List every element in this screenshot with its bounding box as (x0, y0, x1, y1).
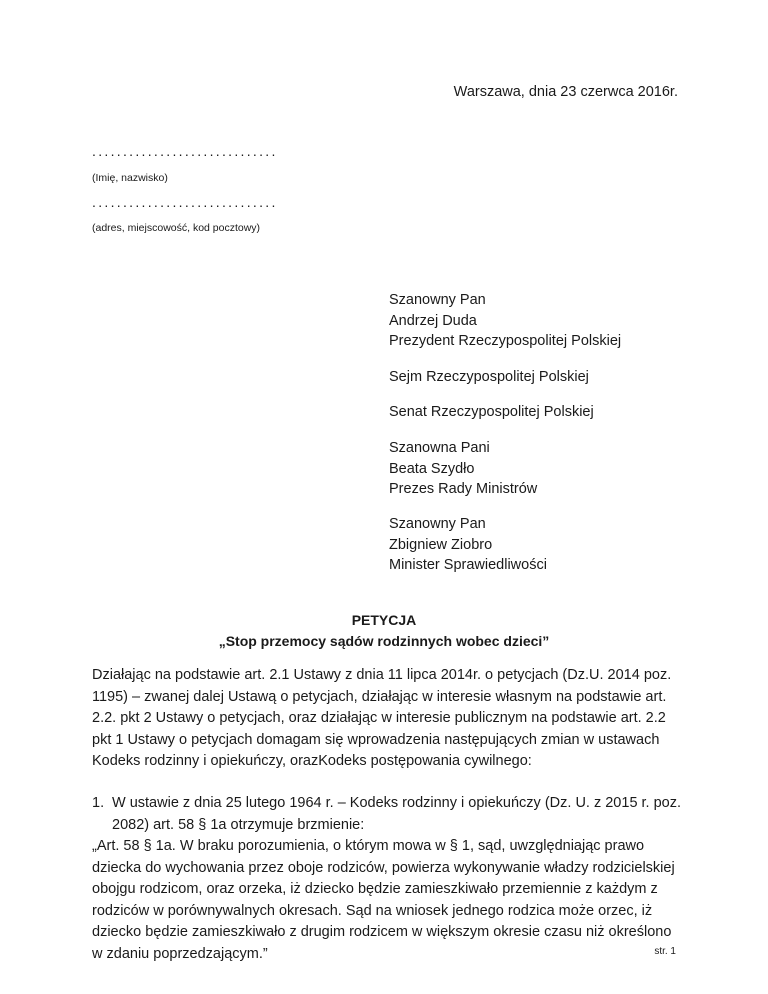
recipient-name: Andrzej Duda (389, 312, 477, 329)
intro-paragraph: Działając na podstawie art. 2.1 Ustawy z dnia 11 lipca 2014r. o petycjach (Dz.U. 2014 poz. 1195) – zwanej dalej Ustawą o petycjach, działając w interesie własnym na podstawie art. 2.2. pkt 2 Ustawy o petycjach, oraz działając w interesie publicznym na podstawie art. 2.2 pkt 1 Ustawy o petycjach domagam się wprowadzenia następujących zmian w ustawach Kodeks rodzinny i opiekuńczy, orazKodeks postępowania cywilnego: (92, 667, 672, 769)
recipient-name: Beata Szydło (389, 460, 475, 477)
recipient-president (389, 290, 621, 352)
list-item-number: 1. (92, 795, 105, 811)
petition-title (92, 610, 676, 652)
recipient-senat (389, 402, 594, 423)
recipient-office: Sejm Rzeczypospolitej Polskiej (389, 369, 589, 385)
list-item-text: W ustawie z dnia 25 lutego 1964 r. – Kodeks rodzinny i opiekuńczy (Dz. U. z 2015 r. poz. 2082) art. 58 § 1a otrzymuje brzmienie: (112, 795, 682, 833)
recipient-salutation: Szanowny Pan (389, 516, 486, 532)
address-dotted-line: .............................. (92, 194, 278, 210)
name-label: (Imię, nazwisko) (92, 172, 168, 184)
name-dotted-line: .............................. (92, 143, 278, 159)
recipient-sejm (389, 367, 589, 388)
recipient-office: Prezes Rady Ministrów (389, 481, 538, 497)
petition-subtitle: „Stop przemocy sądów rodzinnych wobec dzieci” (218, 633, 550, 649)
recipient-salutation: Szanowna Pani (389, 440, 490, 456)
date-line: Warszawa, dnia 23 czerwca 2016r. (453, 84, 678, 100)
list-item (92, 793, 682, 836)
address-label: (adres, miejscowość, kod pocztowy) (92, 222, 261, 234)
page-number: str. 1 (654, 946, 676, 957)
recipient-office: Minister Sprawiedliwości (389, 557, 547, 573)
article-quote: „Art. 58 § 1a. W braku porozumienia, o którym mowa w § 1, sąd, uwzględniając prawo dziecka do wychowania przez oboje rodziców, powierza wykonywanie władzy rodzicielskiej obojgu rodzicom, oraz orzeka, iż dziecko będzie zamieszkiwało przemiennie z każdym z rodziców w porównywalnych okresach. Sąd na wniosek jednego rodzica może orzec, iż dziecko będzie zamieszkiwało z drugim rodzicem w większym okresie czasu niż określono w zdaniu poprzedzającym.” (92, 838, 675, 962)
recipient-office: Senat Rzeczypospolitej Polskiej (389, 404, 594, 420)
recipient-justice-minister (389, 514, 547, 576)
recipient-name: Zbigniew Ziobro (389, 536, 493, 553)
petition-heading: PETYCJA (351, 612, 417, 628)
recipient-prime-minister (389, 438, 537, 500)
recipient-office: Prezydent Rzeczypospolitej Polskiej (389, 333, 622, 349)
recipient-salutation: Szanowny Pan (389, 292, 486, 308)
